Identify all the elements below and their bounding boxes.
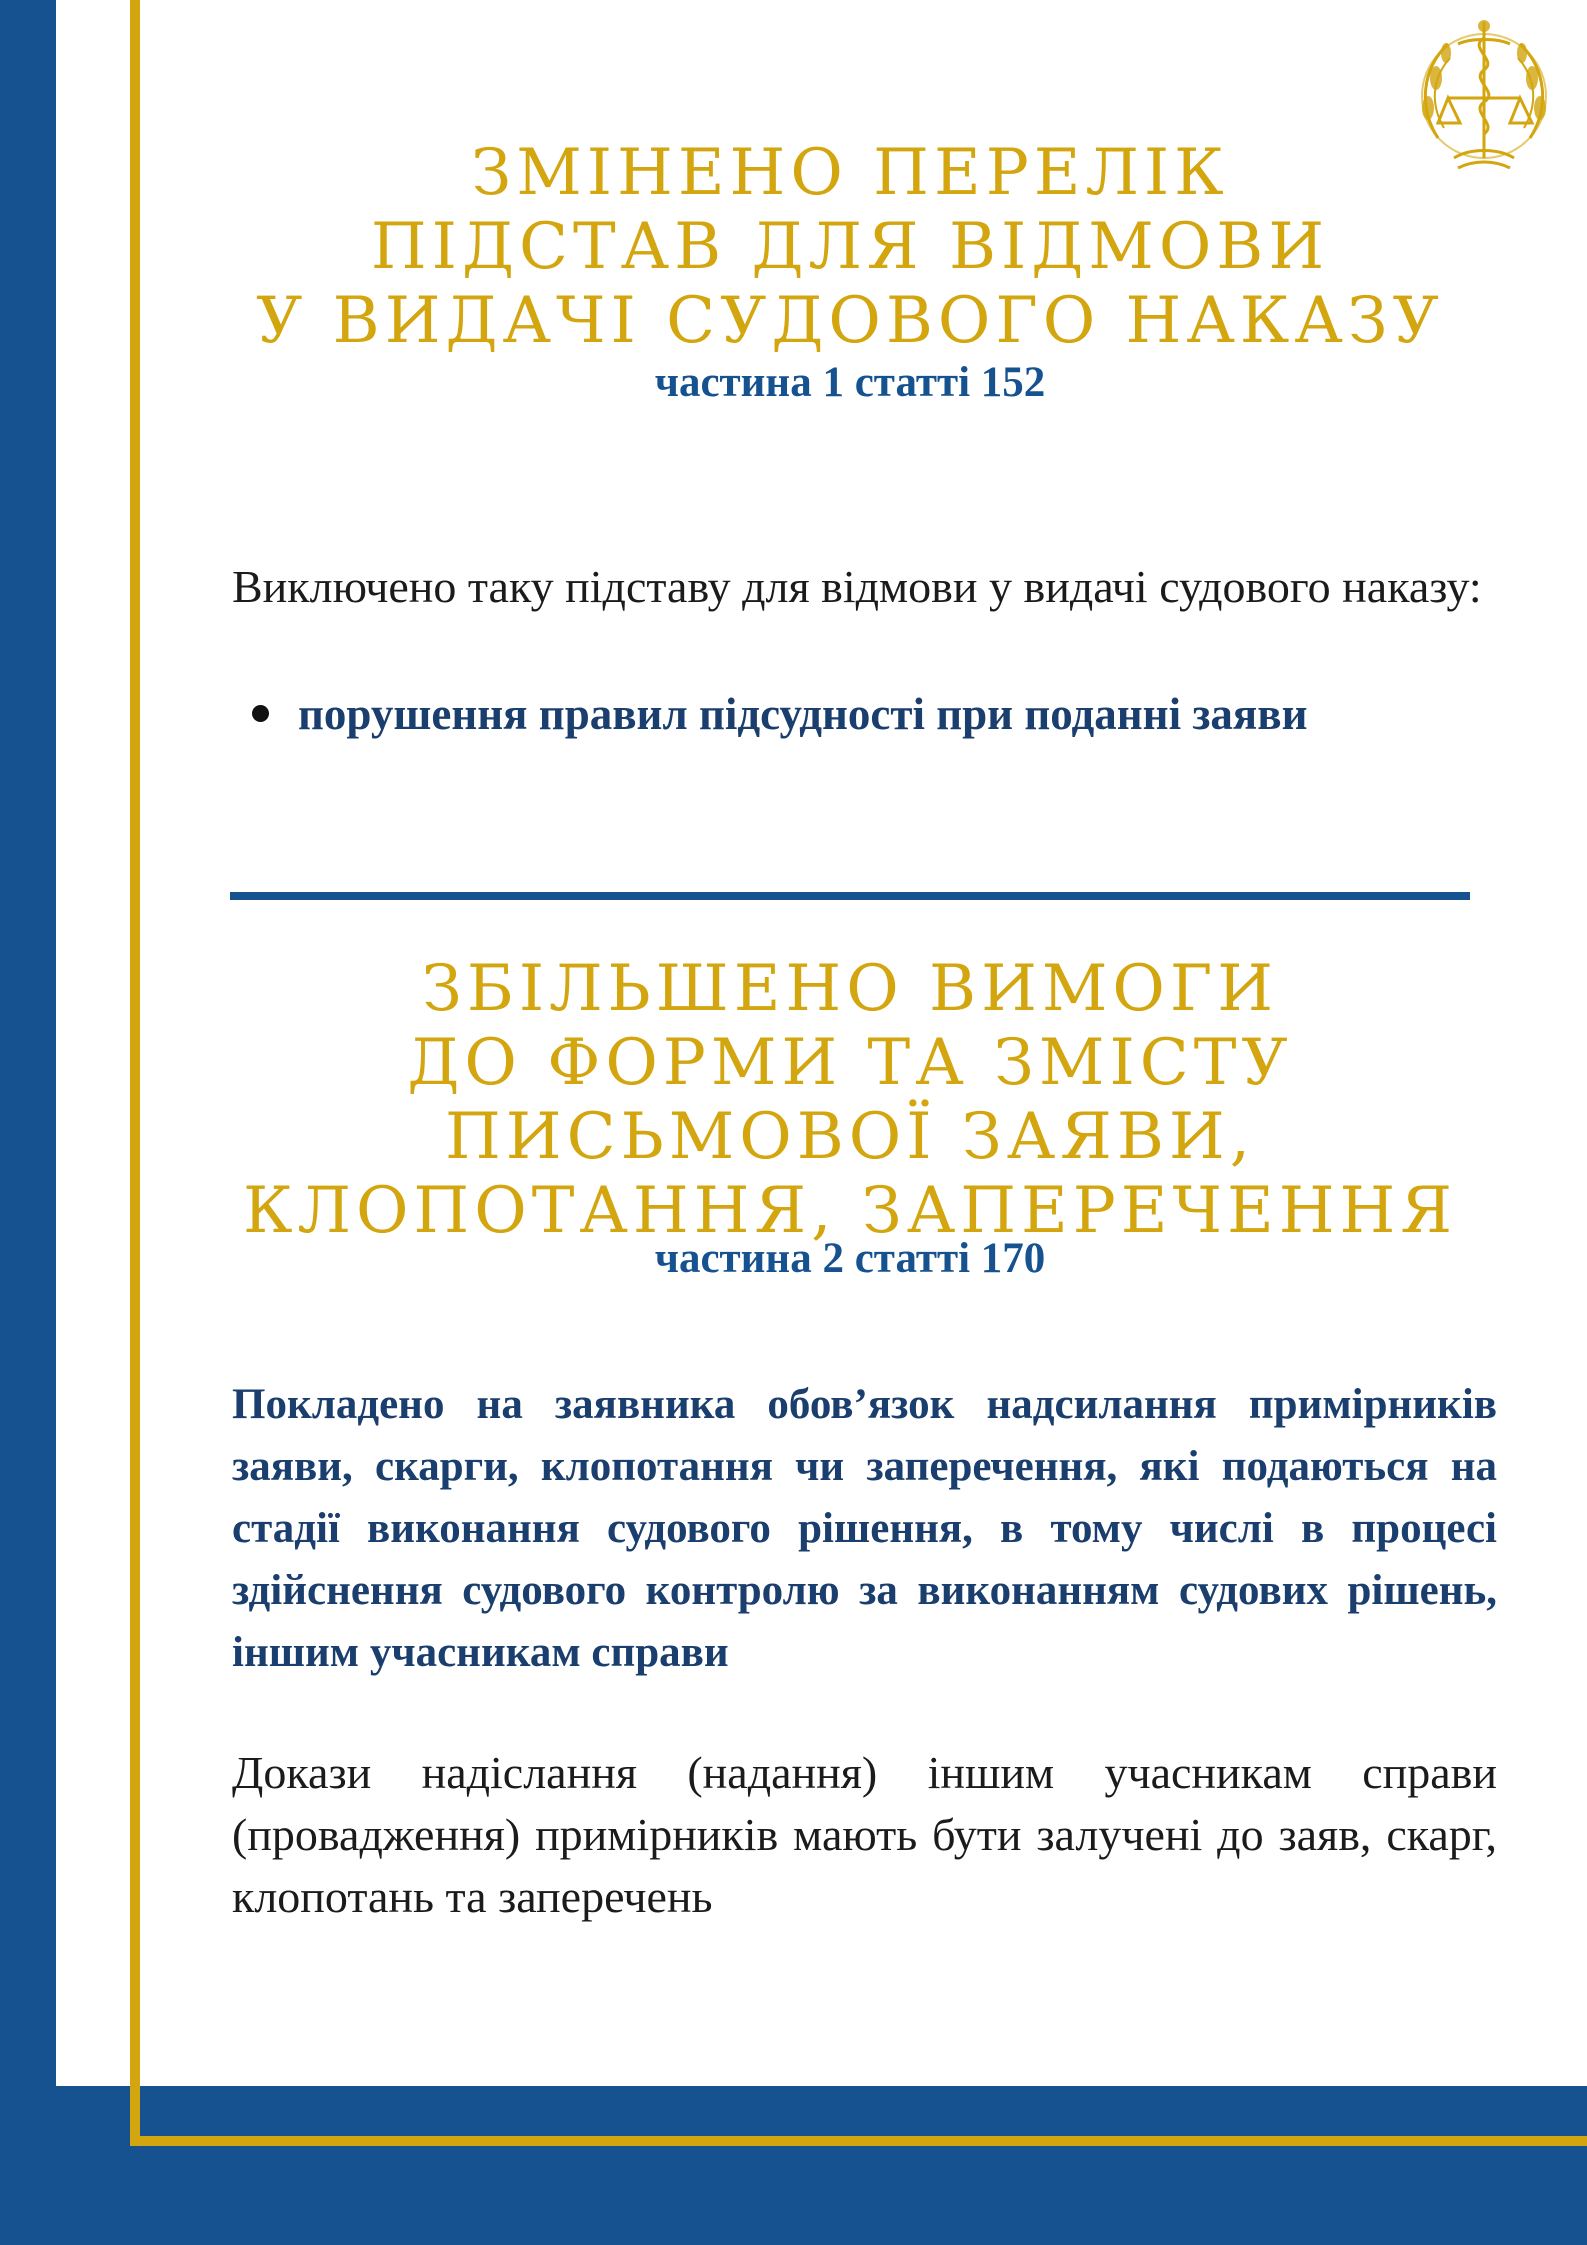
section2-subtitle: частина 2 статті 170 — [654, 1235, 1046, 1282]
bullet-icon — [252, 705, 269, 722]
section2-bold-paragraph: Покладено на заявника обов’язок надсилання примірників заяви, скарги, клопотання чи заперечення, які подаються на стадії виконання судового рішення, в тому числі в процесі здійснення судового контролю за виконанням судових рішень, іншим учасникам справи — [232, 1381, 1497, 1676]
section1-title — [170, 136, 1530, 358]
bullet-text: порушення правил підсудності при поданні заяви — [298, 689, 1308, 739]
title-line: ЗБІЛЬШЕНО ВИМОГИ — [421, 952, 1279, 1026]
list-item — [252, 684, 1512, 744]
left-blue-band — [0, 0, 56, 2245]
title-line: ДО ФОРМИ ТА ЗМІСТУ — [407, 1026, 1293, 1100]
title-line: У ВИДАЧІ СУДОВОГО НАКАЗУ — [256, 284, 1444, 358]
title-line: ПИСЬМОВОЇ ЗАЯВИ, — [444, 1100, 1256, 1174]
title-line: ЗМІНЕНО ПЕРЕЛІК — [471, 136, 1229, 210]
section-divider — [230, 892, 1470, 900]
title-line: КЛОПОТАННЯ, ЗАПЕРЕЧЕННЯ — [243, 1174, 1457, 1248]
section1-intro: Виключено таку підставу для відмови у видачі судового наказу: — [232, 561, 1482, 612]
section2-title — [170, 952, 1530, 1248]
section2-paragraph: Докази надіслання (надання) іншим учасникам справи (провадження) примірників мають бути залучені до заяв, скарг, клопотань та заперечень — [232, 1747, 1497, 1922]
section1-subtitle: частина 1 статті 152 — [654, 359, 1046, 406]
section1-bullet-list — [252, 684, 1512, 744]
title-line: ПІДСТАВ ДЛЯ ВІДМОВИ — [370, 210, 1330, 284]
